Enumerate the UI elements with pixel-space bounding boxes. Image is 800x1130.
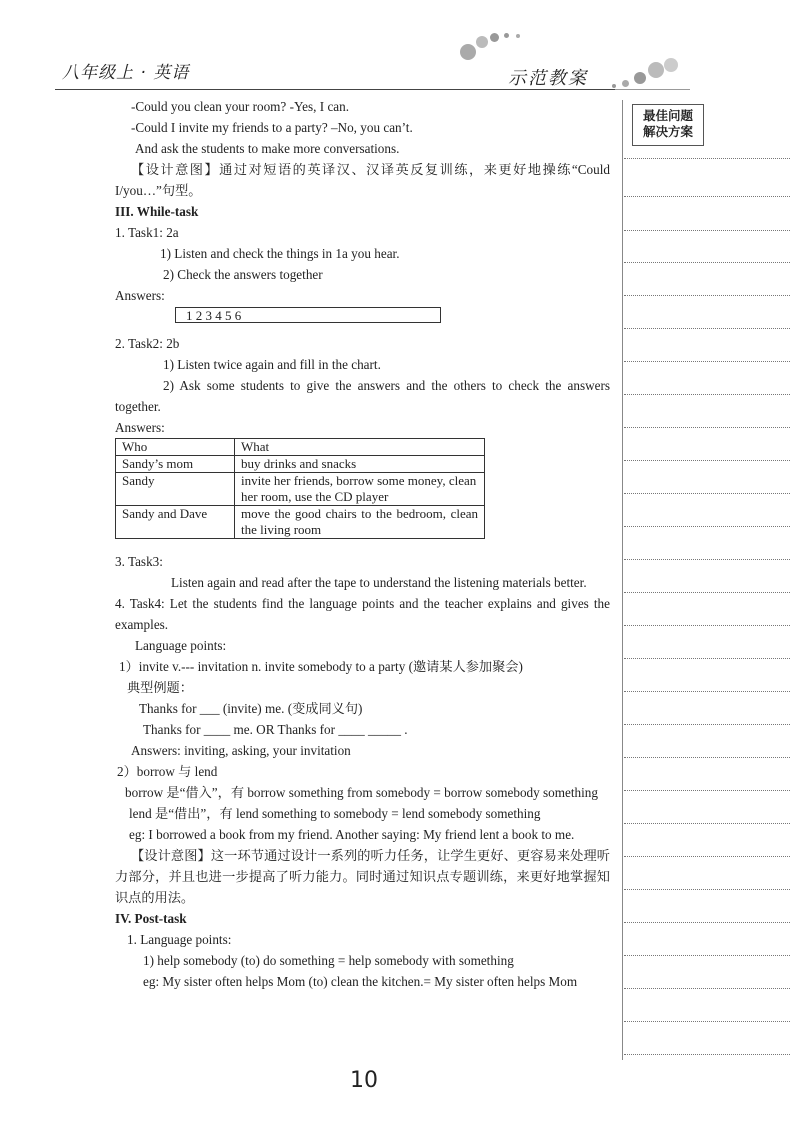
sidebar-title-box [632,104,704,146]
example-question: Thanks for ___ (invite) me. (变成同义句) [139,701,363,716]
table-cell: buy drinks and snacks [235,456,485,473]
point-invite: 1）invite v.--- invitation n. invite somebody to a party (邀请某人参加聚会) [119,659,523,674]
borrow-example: eg: I borrowed a book from my friend. Another saying: My friend lent a book to me. [129,827,575,842]
header-rule-right [615,89,690,90]
task2-step2: 2) Ask some students to give the answers and the others to check the answers together. [115,378,610,414]
help-example: eg: My sister often helps Mom (to) clean the kitchen.= My sister often helps Mom [143,974,578,989]
answers-label-1: Answers: [115,288,165,303]
table-cell: move the good chairs to the bedroom, clean the living room [235,506,485,539]
design-intent-2: 【设计意图】这一环节通过设计一系列的听力任务，让学生更好、更容易来处理听力部分，并且也进一步提高了听力能力。同时通过知识点专题训练，来更好地掌握知识点的用法。 [115,848,610,905]
section-heading-while-task: III. While-task [115,204,199,219]
task4-description: 4. Task4: Let the students find the language points and the teacher explains and gives the examples. [115,596,610,632]
task3-description: Listen again and read after the tape to understand the listening materials better. [171,575,587,590]
sidebar-title-line1: 最佳问题 [642,108,693,123]
borrow-explanation: borrow 是“借入”，有 borrow something from somebody = borrow somebody something [125,785,598,800]
table-cell: Sandy’s mom [116,456,235,473]
answers-label-2: Answers: [115,420,165,435]
task1-heading: 1. Task1: 2a [115,225,179,240]
instruction-line: And ask the students to make more conversations. [135,141,400,156]
lend-explanation: lend 是“借出”，有 lend something to somebody = lend somebody something [129,806,541,821]
dialogue-line-1: -Could you clean your room? -Yes, I can. [131,99,350,114]
language-points-label: Language points: [135,638,227,653]
table-cell: Sandy [116,473,235,506]
sidebar-title-line2: 解决方案 [642,124,693,139]
main-content [115,96,610,992]
header-left-title: 八年级上 · 英语 [62,63,190,83]
header-rule [55,89,615,90]
task3-heading: 3. Task3: [115,554,163,569]
point-help-somebody: 1) help somebody (to) do something = help somebody with something [143,953,514,968]
table-row [116,456,485,473]
section-heading-post-task: IV. Post-task [115,911,187,926]
task1-step1: 1) Listen and check the things in 1a you hear. [160,246,400,261]
table-cell: Sandy and Dave [116,506,235,539]
table-header-cell: Who [116,439,235,456]
example-label: 典型例题： [127,680,193,695]
design-intent-1: 【设计意图】通过对短语的英译汉、汉译英反复训练，来更好地操练“Could I/you…”句型。 [115,162,610,198]
post-task-language-points: 1. Language points: [127,932,232,947]
point-borrow-lend: 2）borrow 与 lend [117,764,218,779]
table-header-cell: What [235,439,485,456]
dialogue-line-2: -Could I invite my friends to a party? –No, you can’t. [131,120,413,135]
example-rewrite: Thanks for ____ me. OR Thanks for ____ _____ . [143,722,408,737]
task1-step2: 2) Check the answers together [163,267,323,282]
sidebar-divider [622,100,623,1060]
table-header-row [116,439,485,456]
table-row [116,473,485,506]
answer-box: 1 2 3 4 5 6 [175,307,441,323]
table-row [116,506,485,539]
page-number: 10 [350,1068,378,1093]
header-right-title: 示范教案 [508,68,588,89]
table-cell: invite her friends, borrow some money, clean her room, use the CD player [235,473,485,506]
task2-heading: 2. Task2: 2b [115,336,180,351]
answers-table [115,438,485,539]
task2-step1: 1) Listen twice again and fill in the chart. [163,357,381,372]
example-answers: Answers: inviting, asking, your invitation [131,743,351,758]
